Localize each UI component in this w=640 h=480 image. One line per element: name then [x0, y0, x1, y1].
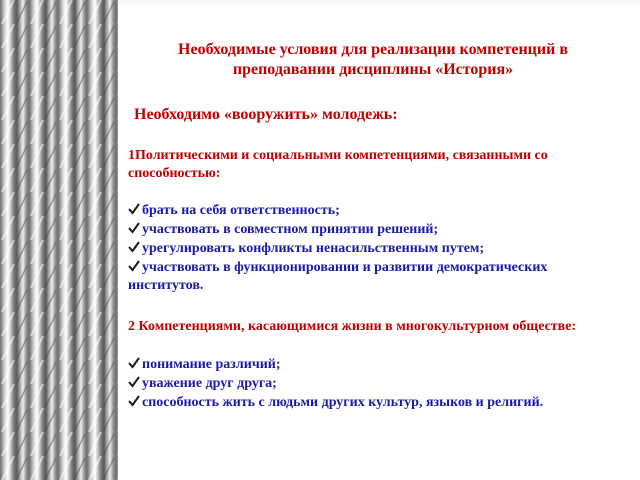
list-item-text: способность жить с людьми других культур, языков и религий.: [142, 395, 544, 410]
list-item-text: участвовать в совместном принятии решений;: [142, 222, 439, 237]
list-item-text: брать на себя ответственность;: [142, 203, 340, 218]
rope-pattern: [0, 0, 118, 480]
checkmark-icon: [128, 241, 140, 253]
section2-heading: 2 Компетенциями, касающимися жизни в многокультурном обществе:: [128, 319, 577, 334]
list-item: [128, 240, 608, 258]
list-item: [128, 202, 608, 220]
list-item: [128, 259, 608, 295]
list-item-text: урегулировать конфликты ненасильственным путем;: [142, 241, 485, 256]
checkmark-icon: [128, 357, 140, 369]
slide-title: Необходимые условия для реализации компетенций в преподавании дисциплины «История»: [178, 41, 568, 78]
list-item-text: участвовать в функционировании и развитии демократических институтов.: [128, 260, 548, 293]
checkmark-icon: [128, 376, 140, 388]
checkmark-icon: [128, 222, 140, 234]
checkmark-icon: [128, 203, 140, 215]
top-strip: [118, 0, 640, 8]
checkmark-icon: [128, 260, 140, 272]
list-item: [128, 356, 608, 374]
list-item: [128, 221, 608, 239]
checkmark-icon: [128, 395, 140, 407]
list-item-text: понимание различий;: [142, 357, 281, 372]
list-item-text: уважение друг друга;: [142, 376, 277, 391]
list-item: [128, 375, 608, 393]
slide-subtitle: Необходимо «вооружить» молодежь:: [134, 106, 398, 123]
list-item: [128, 394, 608, 412]
decorative-left-border: [0, 0, 118, 480]
section1-heading: 1Политическими и социальными компетенциями, связанными со способностью:: [128, 148, 548, 181]
